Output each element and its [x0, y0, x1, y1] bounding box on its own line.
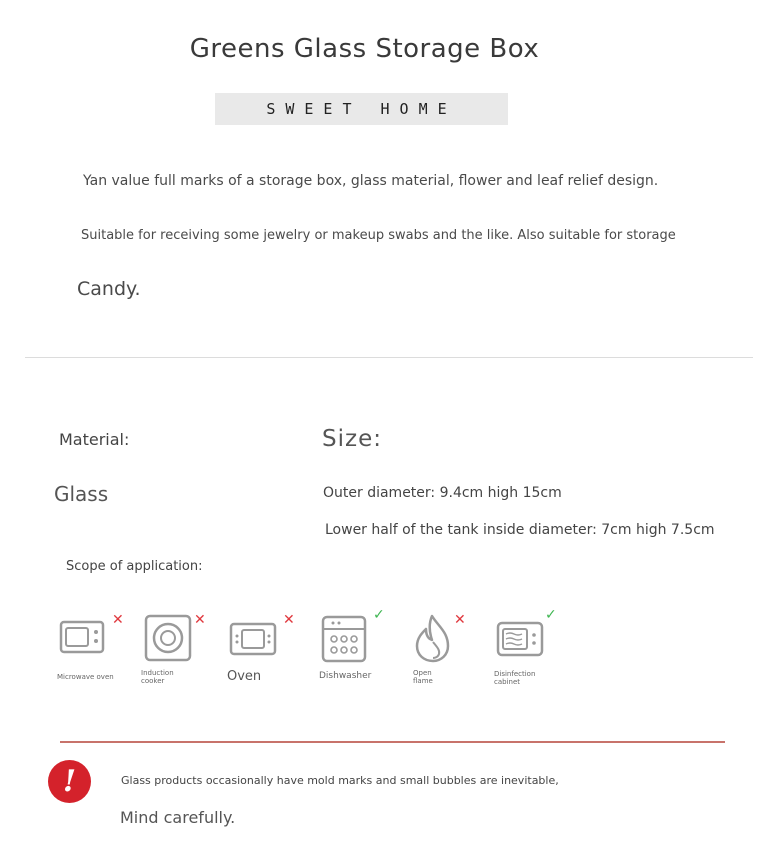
cross-mark-icon: ✕: [112, 612, 124, 628]
check-mark-icon: ✓: [373, 607, 385, 623]
disinfection-cabinet-icon: [494, 607, 546, 659]
dishwasher-icon: [319, 607, 369, 665]
scope-item-label: Disinfection cabinet: [494, 670, 536, 686]
scope-item-label: Open flame: [413, 669, 433, 685]
cross-mark-icon: ✕: [194, 612, 206, 628]
scope-item-open-flame: [412, 612, 482, 687]
flame-icon: [412, 612, 454, 664]
microwave-icon: [57, 612, 107, 654]
scope-label: Scope of application:: [66, 559, 203, 574]
size-label: Size:: [322, 426, 382, 452]
notice-line-2: Mind carefully.: [120, 808, 236, 827]
description-line-2: Suitable for receiving some jewelry or makeup swabs and the like. Also suitable for storage: [81, 228, 676, 243]
oven-icon: [227, 612, 279, 657]
section-divider: [25, 357, 753, 358]
notice-divider: [60, 741, 725, 743]
scope-item-dishwasher: [319, 607, 394, 687]
scope-item-label: Microwave oven: [57, 673, 114, 681]
scope-item-label: Oven: [227, 669, 262, 684]
inner-dimensions: Lower half of the tank inside diameter: 7cm high 7.5cm: [325, 522, 715, 538]
scope-item-microwave: [57, 612, 132, 687]
outer-dimensions: Outer diameter: 9.4cm high 15cm: [323, 485, 562, 501]
material-value: Glass: [54, 482, 109, 506]
notice-line-1: Glass products occasionally have mold marks and small bubbles are inevitable,: [121, 774, 559, 787]
check-mark-icon: ✓: [545, 607, 557, 623]
sweet-home-banner: SWEET HOME: [215, 93, 508, 125]
description-line-3: Candy.: [77, 278, 141, 300]
scope-item-label: Induction cooker: [141, 669, 174, 685]
page-title: Greens Glass Storage Box: [189, 34, 540, 64]
exclamation-icon: !: [48, 760, 91, 803]
scope-item-oven: [227, 612, 302, 687]
scope-item-disinfection-cabinet: [494, 607, 569, 687]
induction-cooker-icon: [141, 612, 193, 662]
cross-mark-icon: ✕: [283, 612, 295, 628]
scope-item-label: Dishwasher: [319, 671, 372, 681]
cross-mark-icon: ✕: [454, 612, 466, 628]
material-label: Material:: [59, 430, 130, 449]
description-line-1: Yan value full marks of a storage box, glass material, flower and leaf relief design.: [83, 173, 659, 189]
scope-item-induction-cooker: [141, 612, 216, 687]
